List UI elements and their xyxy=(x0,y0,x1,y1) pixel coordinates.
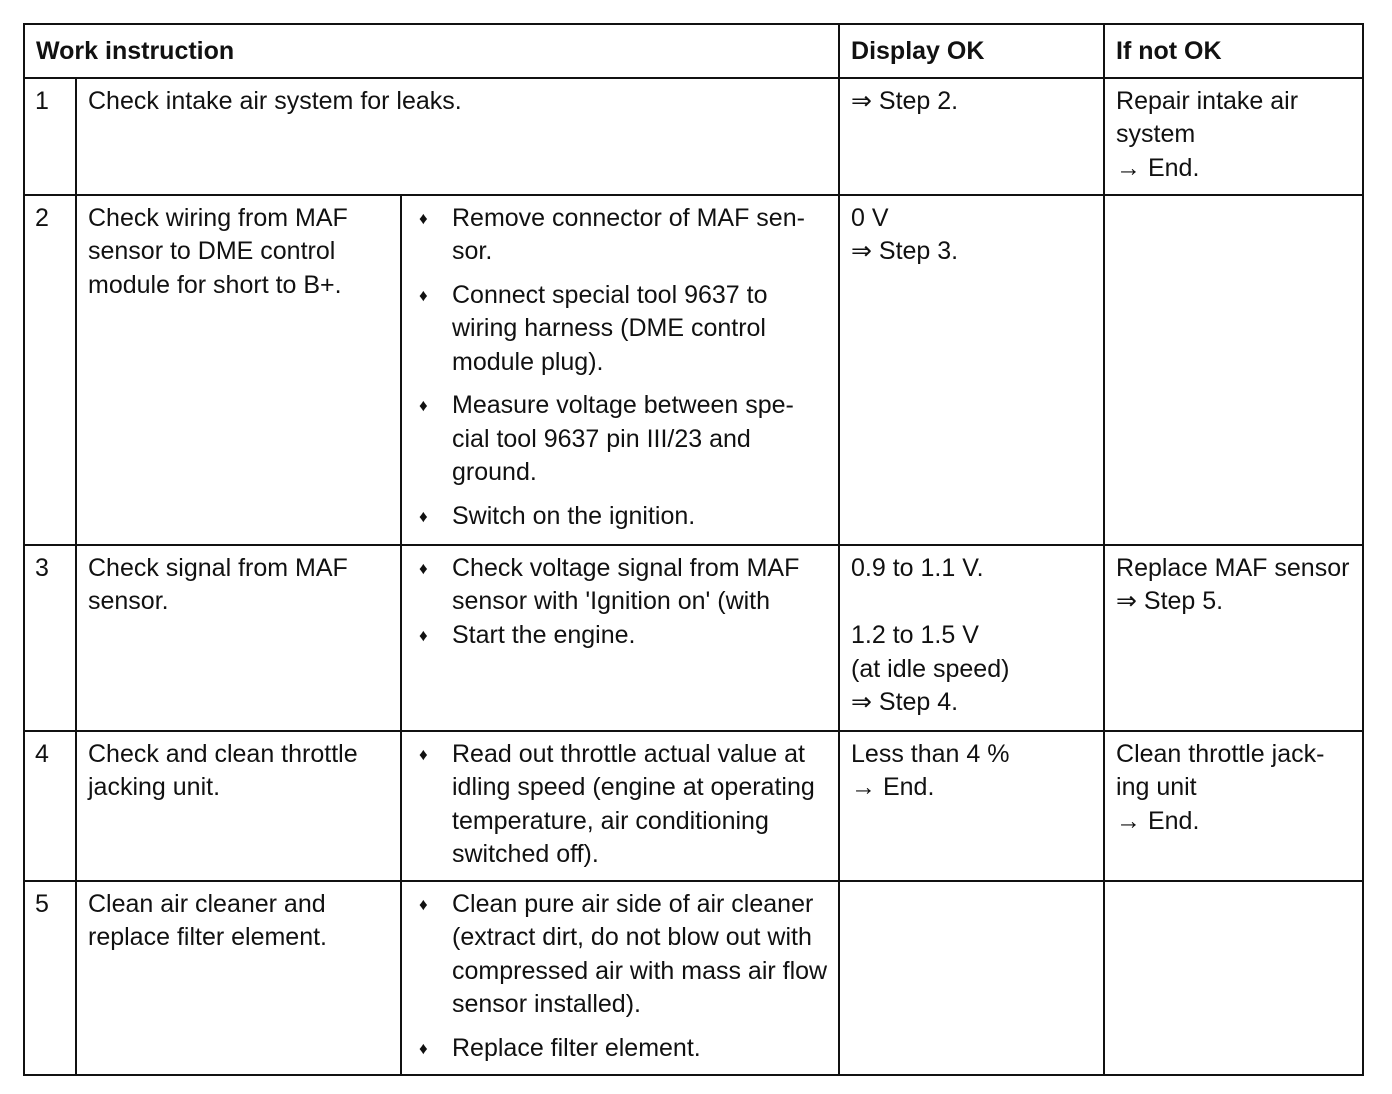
action-item xyxy=(413,1032,828,1066)
action-text: Remove connector of MAF sen-sor. xyxy=(452,203,805,265)
display-ok-cell xyxy=(839,78,1104,195)
diamond-bullet-icon: ♦ xyxy=(419,1038,428,1058)
if-not-ok-line: ing unit xyxy=(1116,773,1197,801)
diamond-bullet-icon: ♦ xyxy=(419,744,428,764)
table-row xyxy=(24,731,1363,881)
table-row xyxy=(24,78,1363,195)
display-ok-line: → End. xyxy=(851,773,935,801)
if-not-ok-cell xyxy=(1104,731,1363,881)
display-ok-line: Less than 4 % xyxy=(851,739,1010,768)
table-row xyxy=(24,195,1363,545)
display-ok-line: ⇒ Step 4. xyxy=(851,688,959,716)
if-not-ok-cell xyxy=(1104,78,1363,195)
actions-cell xyxy=(401,731,839,881)
action-text: Connect special tool 9637 to wiring harness (DME control module plug). xyxy=(452,280,768,376)
display-ok-cell xyxy=(839,731,1104,881)
action-text: Check voltage signal from MAF sensor with 'Ignition on' (with xyxy=(452,553,800,615)
display-ok-cell xyxy=(839,881,1104,1075)
if-not-ok-cell xyxy=(1104,195,1363,545)
action-item xyxy=(413,389,828,490)
diamond-bullet-icon: ♦ xyxy=(419,625,428,645)
action-text: Switch on the ignition. xyxy=(452,501,696,530)
table-row xyxy=(24,881,1363,1075)
action-item xyxy=(413,738,828,872)
instruction-text: Check wiring from MAF sensor to DME control module for short to B+. xyxy=(76,195,401,545)
if-not-ok-line: ⇒ Step 5. xyxy=(1116,587,1224,615)
instruction-text: Check and clean throttle jacking unit. xyxy=(76,731,401,881)
step-number: 2 xyxy=(24,195,76,545)
step-number: 5 xyxy=(24,881,76,1075)
display-ok-line: ⇒ Step 2. xyxy=(851,86,959,115)
header-work-instruction: Work instruction xyxy=(24,24,839,78)
if-not-ok-line: Repair intake air xyxy=(1116,86,1299,115)
action-text: Measure voltage between spe-cial tool 9637 pin III/23 and ground. xyxy=(452,391,794,486)
step-number: 4 xyxy=(24,731,76,881)
action-item xyxy=(413,202,828,269)
action-item xyxy=(413,500,828,534)
display-ok-line: ⇒ Step 3. xyxy=(851,237,959,265)
action-text: Replace filter element. xyxy=(452,1033,701,1062)
if-not-ok-cell xyxy=(1104,881,1363,1075)
display-ok-line: (at idle speed) xyxy=(851,654,1010,683)
action-item xyxy=(413,619,828,653)
action-item xyxy=(413,552,828,619)
actions-cell xyxy=(401,195,839,545)
display-ok-line: 1.2 to 1.5 V xyxy=(851,621,979,649)
actions-cell xyxy=(401,545,839,731)
diamond-bullet-icon: ♦ xyxy=(419,285,428,305)
step-number: 3 xyxy=(24,545,76,731)
if-not-ok-line: → End. xyxy=(1116,806,1200,835)
work-instruction-table xyxy=(23,23,1364,1076)
action-item xyxy=(413,279,828,380)
display-ok-cell xyxy=(839,195,1104,545)
action-text: Clean pure air side of air cleaner (extract dirt, do not blow out with compressed air with mass air flow sensor installed). xyxy=(452,889,828,1018)
display-ok-line: 0.9 to 1.1 V. xyxy=(851,553,984,582)
if-not-ok-line: Replace MAF sensor xyxy=(1116,553,1350,582)
diamond-bullet-icon: ♦ xyxy=(419,894,428,914)
instruction-text: Check intake air system for leaks. xyxy=(76,78,839,195)
display-ok-cell xyxy=(839,545,1104,731)
action-text: Read out throttle actual value at idling speed (engine at operating temperature, air conditioning switched off). xyxy=(452,739,815,868)
action-text: Start the engine. xyxy=(452,620,636,649)
display-ok-spacer xyxy=(851,585,1093,619)
diamond-bullet-icon: ♦ xyxy=(419,558,428,578)
if-not-ok-cell xyxy=(1104,545,1363,731)
table-row xyxy=(24,545,1363,731)
action-item xyxy=(413,888,828,1022)
instruction-text: Clean air cleaner and replace filter element. xyxy=(76,881,401,1075)
display-ok-line: 0 V xyxy=(851,203,889,232)
if-not-ok-line: Clean throttle jack- xyxy=(1116,739,1325,768)
header-display-ok: Display OK xyxy=(839,24,1104,78)
diamond-bullet-icon: ♦ xyxy=(419,208,428,228)
if-not-ok-line: → End. xyxy=(1116,153,1200,182)
step-number: 1 xyxy=(24,78,76,195)
diamond-bullet-icon: ♦ xyxy=(419,396,428,415)
instruction-text: Check signal from MAF sensor. xyxy=(76,545,401,731)
diamond-bullet-icon: ♦ xyxy=(419,506,428,526)
table-header-row xyxy=(24,24,1363,78)
if-not-ok-line: system xyxy=(1116,120,1196,148)
header-if-not-ok: If not OK xyxy=(1104,24,1363,78)
actions-cell xyxy=(401,881,839,1075)
